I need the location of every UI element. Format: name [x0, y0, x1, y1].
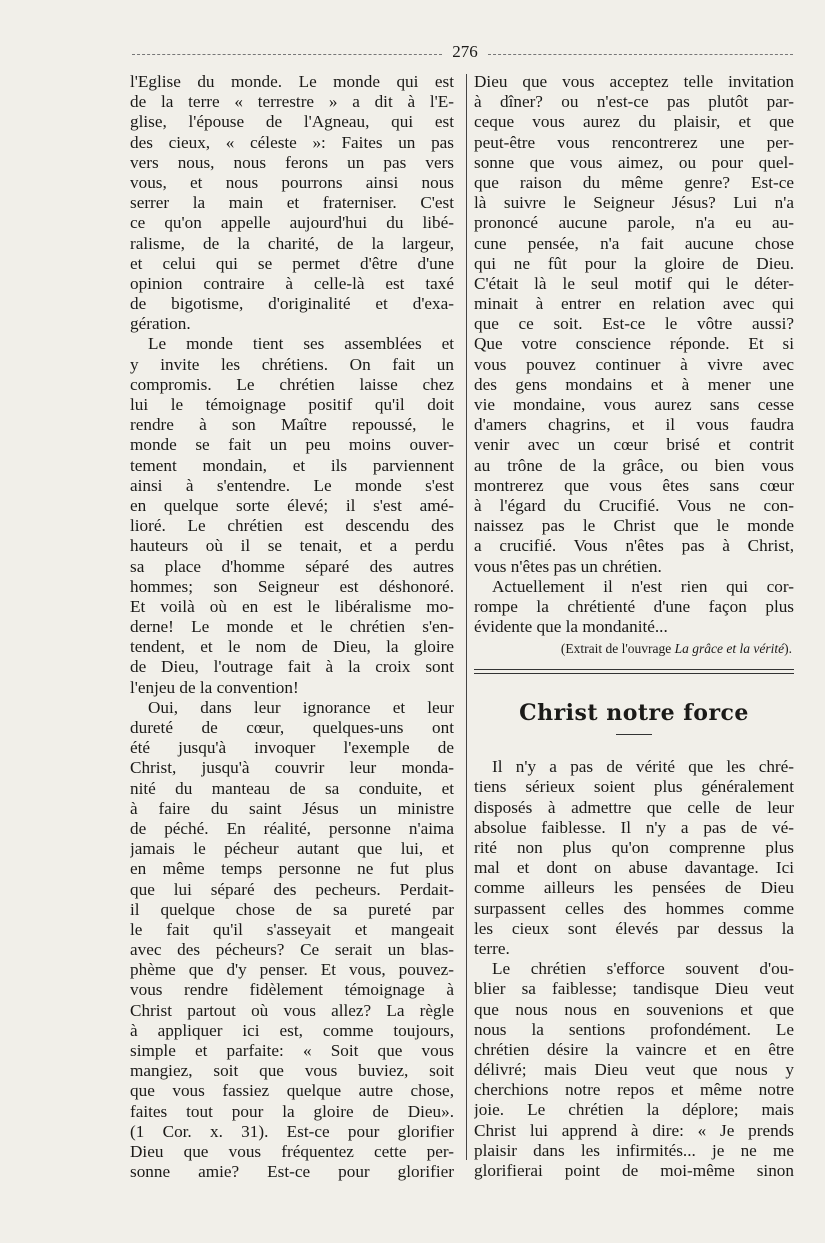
text-line: hauteurs où il se tenait, et a perdu — [130, 536, 454, 556]
text-line: des cieux, « céleste »: Faites un pas — [130, 132, 454, 152]
text-line: cherchions notre repos et même notre — [474, 1080, 794, 1100]
text-line: plaisir dans les infirmités... je ne me — [474, 1140, 794, 1160]
text-line: à appliquer ici est, comme toujours, — [130, 1020, 454, 1040]
text-line: en même temps personne ne fut plus — [130, 859, 454, 879]
text-line: serrer la main et fraterniser. C'est — [130, 193, 454, 213]
text-line: mal et dont on abuse davantage. Ici — [474, 858, 794, 878]
text-line: nous la sentions profondément. Le — [474, 1019, 794, 1039]
text-line: faites tout pour la gloire de Dieu». — [130, 1101, 454, 1121]
text-line: Il n'y a pas de vérité que les chré- — [492, 757, 794, 777]
text-line: ceque vous aurez du plaisir, et que — [474, 112, 794, 132]
text-line: que vous fassiez quelque autre chose, — [130, 1081, 454, 1101]
text-line: Dieu que vous fréquentez cette per- — [130, 1141, 454, 1161]
text-line: naissez pas le Christ que le monde — [474, 516, 794, 536]
text-line: qui ne fût pour la gloire de Dieu. — [474, 253, 794, 273]
text-line: hommes; son Seigneur est déshonoré. — [130, 576, 454, 596]
text-line: de la terre « terrestre » a dit à l'E- — [130, 92, 454, 112]
text-line: Le monde tient ses assemblées et — [148, 334, 454, 354]
text-line: peut-être vous rencontrerez une per- — [474, 132, 794, 152]
text-line: C'était là le seul motif qui le déter- — [474, 273, 794, 293]
text-line: que lui séparé des pecheurs. Perdait- — [130, 879, 454, 899]
text-line: vous pouvez continuer à vivre avec — [474, 354, 794, 374]
column-divider — [466, 74, 467, 1160]
text-line: ainsi à s'entendre. Le monde s'est — [130, 475, 454, 495]
text-line: phème que d'y penser. Et vous, pouvez- — [130, 960, 454, 980]
text-line: l'Eglise du monde. Le monde qui est — [130, 72, 454, 91]
text-line: les cieux sont élevés par dessus la — [474, 918, 794, 938]
page-number: 276 — [452, 42, 478, 61]
text-line: rité non plus qu'on comprenne plus — [474, 838, 794, 857]
text-line: Christ partout où vous allez? La règle — [130, 1000, 454, 1020]
text-line: dureté de cœur, quelques-uns ont — [130, 718, 454, 737]
text-line: l'enjeu de la convention! — [130, 677, 299, 697]
text-line: simple et parfaite: « Soit que vous — [130, 1041, 454, 1060]
text-line: lioré. Le chrétien est descendu des — [130, 516, 454, 536]
text-line: évidente que la mondanité... — [474, 617, 668, 637]
text-line: que ce soit. Est-ce le vôtre aussi? — [474, 314, 794, 334]
text-line: nité du manteau de sa conduite, et — [130, 778, 454, 798]
header-rule-right — [488, 54, 793, 55]
text-line: joie. Le chrétien la déplore; mais — [474, 1100, 794, 1120]
text-line: comme ailleurs les pensées de Dieu — [474, 878, 794, 898]
text-line: des gens mondains et à mener une — [474, 374, 794, 394]
text-line: Christ, jusqu'à couvrir leur monda- — [130, 758, 454, 778]
text-line: sonne que vous aimez, ou pour quel- — [474, 152, 794, 172]
text-line: d'amers chagrins, et il vous faudra — [474, 415, 794, 435]
text-line: vers nous, nous ferons un pas vers — [130, 152, 454, 172]
text-line: opinion contraire à celle-là est taxé — [130, 273, 454, 293]
text-line: il quelque chose de sa pureté par — [130, 899, 454, 919]
text-line: en quelque sorte élevé; il s'est amé- — [130, 495, 454, 515]
text-line: y invite les chrétiens. On fait un — [130, 354, 454, 374]
text-line: vous rendre fidèlement témoignage à — [130, 980, 454, 1000]
text-line: minait à entrer en relation avec qui — [474, 294, 794, 314]
text-line: montrerez que vous êtes sans cœur — [474, 475, 794, 495]
text-line: ce qu'on appelle aujourd'hui du libé- — [130, 213, 454, 233]
text-line: à faire du saint Jésus un ministre — [130, 798, 454, 818]
text-line: Actuellement il n'est rien qui cor- — [492, 576, 794, 596]
text-line: compromis. Le chrétien laisse chez — [130, 374, 454, 394]
text-line: Le chrétien s'efforce souvent d'ou- — [492, 959, 794, 979]
text-line: de bigotisme, d'originalité et d'exa- — [130, 294, 454, 314]
text-line: le fait qu'il s'asseyait et mangeait — [130, 919, 454, 939]
text-line: vous, et nous pourrons ainsi nous — [130, 172, 454, 192]
text-line: absolue faiblesse. Il n'y a pas de vé- — [474, 817, 794, 837]
text-line: été jusqu'à invoquer l'exemple de — [130, 738, 454, 758]
source-prefix: (Extrait de l'ouvrage — [560, 641, 675, 657]
source-title: La grâce et la vérité — [674, 641, 785, 657]
text-line: que raison du même genre? Est-ce — [474, 172, 794, 192]
article-body — [474, 757, 794, 1181]
text-line: cune pensée, n'a fait aucune chose — [474, 233, 794, 253]
text-line: que nous nous en souvenions et que — [474, 999, 794, 1019]
text-line: Dieu que vous acceptez telle invitation — [474, 72, 794, 91]
text-line: de Dieu, l'outrage fait à la croix sont — [130, 657, 454, 677]
text-line: à dîner? ou n'est-ce pas plutôt par- — [474, 92, 794, 112]
text-line: avec des pécheurs? Ce serait un blas- — [130, 940, 454, 960]
text-line: terre. — [474, 938, 510, 958]
text-line: là suivre le Seigneur Jésus? Lui n'a — [474, 193, 794, 213]
text-line: disposés à admettre que celle de leur — [474, 797, 794, 817]
source-citation — [474, 641, 794, 657]
text-line: prononcé aucune parole, n'a eu au- — [474, 213, 794, 233]
text-line: au trône de la grâce, ou bien vous — [474, 455, 794, 475]
section-title: Christ notre force — [519, 700, 749, 727]
text-line: gération. — [130, 314, 191, 334]
text-line: (1 Cor. x. 31). Est-ce pour glorifier — [130, 1121, 454, 1141]
text-line: Et voilà où en est le libéralisme mo- — [130, 596, 454, 616]
article-continuation — [474, 72, 794, 637]
text-line: de péché. En réalité, personne n'aima — [130, 818, 454, 838]
text-line: lui le témoignage positif qu'il doit — [130, 395, 454, 414]
text-line: vie mondaine, vous aurez sans cesse — [474, 395, 794, 414]
text-line: Christ lui apprend à dire: « Je prends — [474, 1120, 794, 1140]
text-line: blier sa faiblesse; tandisque Dieu veut — [474, 979, 794, 999]
text-line: monde se fait un peu moins ouver- — [130, 435, 454, 455]
text-line: surpassent celles des hommes comme — [474, 898, 794, 918]
text-line: ralisme, de la charité, de la largeur, — [130, 233, 454, 253]
header-rule-left — [132, 54, 442, 55]
text-line: rendre à son Maître repoussé, le — [130, 415, 454, 435]
text-line: et celui qui se permet d'être d'une — [130, 253, 454, 273]
text-line: derne! Le monde et le chrétien s'en- — [130, 617, 454, 637]
text-line: sonne amie? Est-ce pour glorifier — [130, 1162, 454, 1182]
text-line: à l'égard du Crucifié. Vous ne con- — [474, 495, 794, 515]
text-line: vous n'êtes pas un chrétien. — [474, 556, 662, 576]
text-line: a crucifié. Vous n'êtes pas à Christ, — [474, 536, 794, 556]
text-line: tendent, et le nom de Dieu, la gloire — [130, 637, 454, 657]
text-line: venir avec un cœur brisé et contrit — [474, 435, 794, 455]
text-line: rompe la chrétienté d'une façon plus — [474, 596, 794, 616]
text-line: Que votre conscience réponde. Et si — [474, 334, 794, 354]
text-line: sa place d'homme séparé des autres — [130, 556, 454, 576]
section-separator — [474, 669, 794, 674]
text-line: tiens sérieux soient plus généralement — [474, 777, 794, 797]
left-column — [130, 72, 454, 1182]
text-line: délivré; mais Dieu veut que nous y — [474, 1060, 794, 1080]
text-line: glise, l'épouse de l'Agneau, qui est — [130, 112, 454, 132]
text-line: glorifierai point de moi-même sinon — [474, 1161, 794, 1180]
text-line: tement mondain, et ils parviennent — [130, 455, 454, 475]
text-line: Oui, dans leur ignorance et leur — [148, 697, 454, 717]
title-underline — [616, 734, 652, 735]
right-column — [474, 72, 794, 1181]
text-line: mangiez, soit que vous buviez, soit — [130, 1061, 454, 1081]
source-suffix: ). — [784, 641, 792, 657]
text-line: jamais le pécheur autant que lui, et — [130, 839, 454, 859]
text-line: chrétien désire la vaincre et en être — [474, 1039, 794, 1059]
